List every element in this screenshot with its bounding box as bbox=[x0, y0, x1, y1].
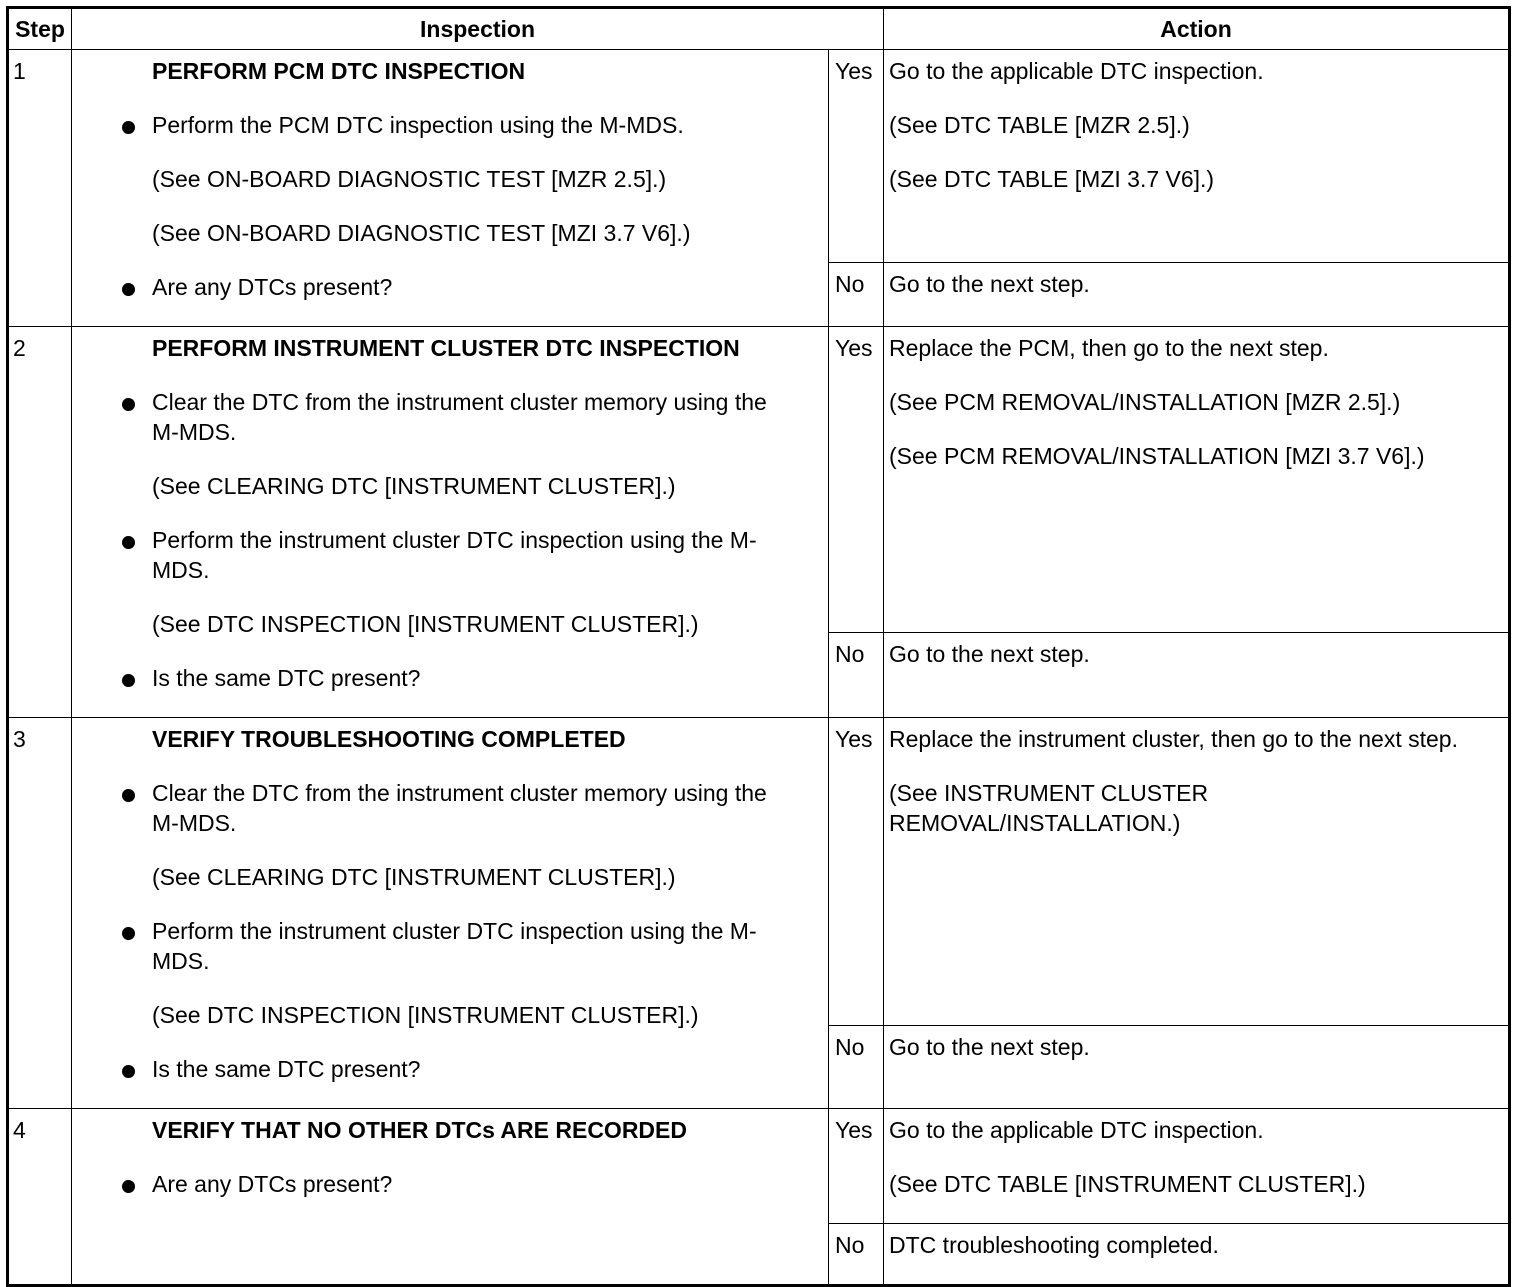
no-action-cell bbox=[884, 1224, 1510, 1286]
bullet-dot-icon bbox=[122, 1180, 135, 1193]
step-row-yes bbox=[8, 327, 1510, 633]
bullet-text: Is the same DTC present? bbox=[152, 665, 421, 691]
inspection-reference: (See DTC INSPECTION [INSTRUMENT CLUSTER].) bbox=[152, 611, 699, 637]
inspection-cell bbox=[72, 327, 829, 718]
bullet-dot-icon bbox=[122, 283, 135, 296]
yes-label: Yes bbox=[829, 327, 884, 633]
inspection-bullet bbox=[72, 778, 798, 838]
yes-action-cell bbox=[884, 1109, 1510, 1224]
bullet-text: Clear the DTC from the instrument cluster memory using the M-MDS. bbox=[152, 780, 767, 836]
action-text: Replace the PCM, then go to the next step. bbox=[889, 335, 1329, 361]
step-number: 3 bbox=[8, 718, 72, 1109]
step-number: 1 bbox=[8, 50, 72, 327]
bullet-text: Perform the instrument cluster DTC inspection using the M-MDS. bbox=[152, 918, 757, 974]
yes-label: Yes bbox=[829, 718, 884, 1026]
bullet-dot-icon bbox=[122, 536, 135, 549]
action-text: (See PCM REMOVAL/INSTALLATION [MZR 2.5].) bbox=[889, 389, 1401, 415]
dtc-procedure-table bbox=[6, 6, 1511, 1287]
action-text: Go to the next step. bbox=[889, 1034, 1090, 1061]
inspection-title: PERFORM PCM DTC INSPECTION bbox=[152, 58, 526, 84]
bullet-dot-icon bbox=[122, 927, 135, 940]
no-action-cell bbox=[884, 632, 1510, 717]
bullet-dot-icon bbox=[122, 789, 135, 802]
inspection-reference: (See CLEARING DTC [INSTRUMENT CLUSTER].) bbox=[152, 864, 676, 890]
action-text: Go to the applicable DTC inspection. bbox=[889, 58, 1264, 84]
bullet-text: Is the same DTC present? bbox=[152, 1056, 421, 1082]
inspection-title: PERFORM INSTRUMENT CLUSTER DTC INSPECTION bbox=[152, 335, 740, 361]
inspection-bullet bbox=[72, 272, 798, 302]
step-row-yes bbox=[8, 1109, 1510, 1224]
inspection-bullet bbox=[72, 387, 798, 447]
no-label: No bbox=[829, 1224, 884, 1286]
bullet-dot-icon bbox=[122, 674, 135, 687]
bullet-text: Clear the DTC from the instrument cluster memory using the M-MDS. bbox=[152, 389, 767, 445]
bullet-text: Are any DTCs present? bbox=[152, 1171, 393, 1197]
inspection-bullet bbox=[72, 1054, 798, 1084]
no-action-cell bbox=[884, 1026, 1510, 1109]
action-column-header: Action bbox=[884, 8, 1510, 50]
action-text: Replace the instrument cluster, then go to the next step. bbox=[889, 726, 1458, 752]
inspection-bullet bbox=[72, 1169, 798, 1199]
step-number: 2 bbox=[8, 327, 72, 718]
inspection-reference: (See ON-BOARD DIAGNOSTIC TEST [MZI 3.7 V6].) bbox=[152, 220, 691, 246]
action-text: Go to the next step. bbox=[889, 271, 1090, 298]
inspection-bullet bbox=[72, 663, 798, 693]
inspection-title: VERIFY THAT NO OTHER DTCs ARE RECORDED bbox=[152, 1117, 687, 1143]
inspection-cell bbox=[72, 50, 829, 327]
inspection-title: VERIFY TROUBLESHOOTING COMPLETED bbox=[152, 726, 626, 752]
no-label: No bbox=[829, 1026, 884, 1109]
inspection-bullet bbox=[72, 110, 798, 140]
yes-action-cell bbox=[884, 718, 1510, 1026]
action-text: Go to the applicable DTC inspection. bbox=[889, 1117, 1264, 1143]
table-body bbox=[8, 50, 1510, 1286]
bullet-text: Are any DTCs present? bbox=[152, 274, 393, 300]
yes-label: Yes bbox=[829, 1109, 884, 1224]
inspection-column-header: Inspection bbox=[72, 8, 884, 50]
step-row-yes bbox=[8, 50, 1510, 263]
inspection-cell bbox=[72, 1109, 829, 1286]
action-text: DTC troubleshooting completed. bbox=[889, 1232, 1219, 1258]
bullet-dot-icon bbox=[122, 398, 135, 411]
action-text: (See DTC TABLE [INSTRUMENT CLUSTER].) bbox=[889, 1171, 1366, 1197]
yes-action-cell bbox=[884, 327, 1510, 633]
inspection-reference: (See ON-BOARD DIAGNOSTIC TEST [MZR 2.5].) bbox=[152, 166, 667, 192]
inspection-bullet bbox=[72, 916, 798, 976]
bullet-text: Perform the instrument cluster DTC inspection using the M-MDS. bbox=[152, 527, 757, 583]
no-label: No bbox=[829, 632, 884, 717]
inspection-reference: (See CLEARING DTC [INSTRUMENT CLUSTER].) bbox=[152, 473, 676, 499]
no-label: No bbox=[829, 263, 884, 327]
action-text: (See DTC TABLE [MZR 2.5].) bbox=[889, 112, 1190, 138]
action-text: (See DTC TABLE [MZI 3.7 V6].) bbox=[889, 166, 1215, 192]
action-text: (See PCM REMOVAL/INSTALLATION [MZI 3.7 V6].) bbox=[889, 443, 1425, 469]
bullet-dot-icon bbox=[122, 1065, 135, 1078]
bullet-text: Perform the PCM DTC inspection using the M-MDS. bbox=[152, 112, 684, 138]
inspection-bullet bbox=[72, 525, 798, 585]
action-text: Go to the next step. bbox=[889, 640, 1090, 667]
inspection-cell bbox=[72, 718, 829, 1109]
yes-action-cell bbox=[884, 50, 1510, 263]
yes-label: Yes bbox=[829, 50, 884, 263]
step-number: 4 bbox=[8, 1109, 72, 1286]
action-text: (See INSTRUMENT CLUSTER REMOVAL/INSTALLATION.) bbox=[889, 780, 1209, 836]
no-action-cell bbox=[884, 263, 1510, 327]
inspection-reference: (See DTC INSPECTION [INSTRUMENT CLUSTER].) bbox=[152, 1002, 699, 1028]
bullet-dot-icon bbox=[122, 121, 135, 134]
step-column-header: Step bbox=[8, 8, 72, 50]
table-header-row bbox=[8, 8, 1510, 50]
step-row-yes bbox=[8, 718, 1510, 1026]
